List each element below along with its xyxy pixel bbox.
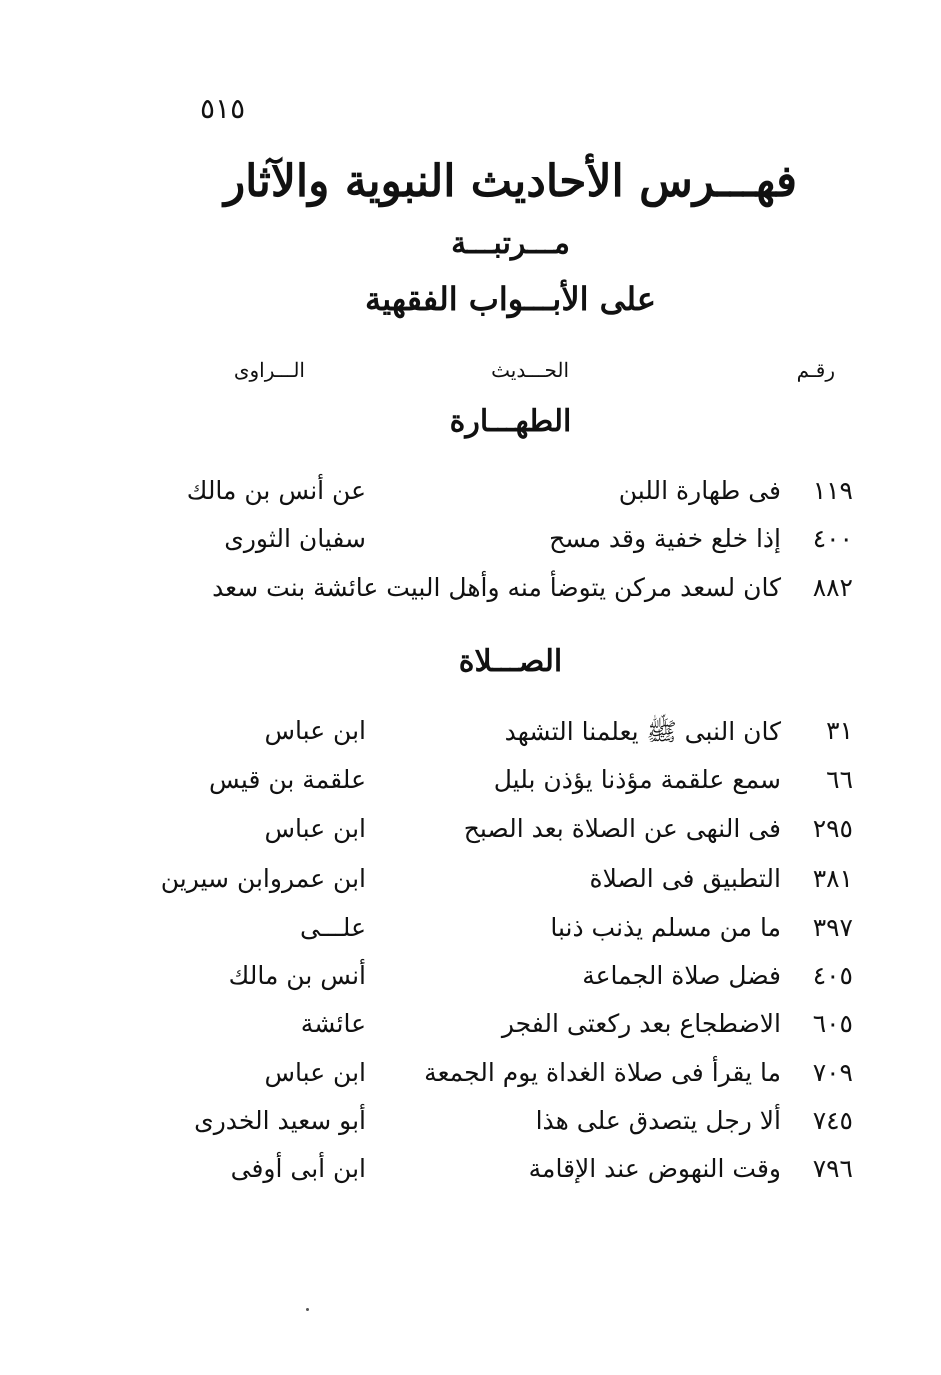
hadith-narrator: سفيان الثورى — [224, 524, 366, 553]
table-row — [0, 864, 941, 908]
hadith-narrator: ابن أبى أوفى — [230, 1154, 366, 1183]
hadith-text: ألا رجل يتصدق على هذا — [535, 1106, 781, 1135]
hadith-text: فى طهارة اللبن — [618, 476, 781, 505]
hadith-number: ٣٩٧ — [812, 913, 853, 942]
table-row — [0, 1009, 941, 1053]
table-row — [0, 913, 941, 957]
table-row — [0, 1106, 941, 1150]
section-title-prayer: الصـــلاة — [458, 644, 563, 679]
table-row — [0, 716, 941, 760]
hadith-number: ٧٤٥ — [812, 1106, 853, 1135]
hadith-number: ٦٠٥ — [812, 1009, 853, 1038]
table-row — [0, 476, 941, 520]
column-header-hadith: الحـــديث — [491, 358, 569, 382]
hadith-text: ما من مسلم يذنب ذنبا — [550, 913, 781, 942]
hadith-narrator: ابن عباس — [264, 716, 366, 745]
hadith-narrator: أبو سعيد الخدرى — [194, 1106, 366, 1135]
hadith-narrator: ابن عمروابن سيرين — [160, 864, 366, 893]
hadith-text: إذا خلع خفية وقد مسح — [549, 524, 781, 553]
table-row — [0, 814, 941, 858]
section-title-purity: الطهـــارة — [449, 404, 572, 439]
hadith-narrator: علقمة بن قيس — [209, 765, 366, 794]
scan-speck — [306, 1308, 309, 1311]
hadith-narrator: ابن عباس — [264, 1058, 366, 1087]
hadith-number: ٦٦ — [826, 765, 853, 794]
hadith-text: ما يقرأ فى صلاة الغداة يوم الجمعة — [424, 1058, 781, 1087]
hadith-narrator: أنس بن مالك — [228, 961, 366, 990]
hadith-number: ٣١ — [826, 716, 853, 745]
table-row — [0, 573, 941, 617]
hadith-number: ٢٩٥ — [812, 814, 853, 843]
hadith-text: فضل صلاة الجماعة — [582, 961, 781, 990]
hadith-text: سمع علقمة مؤذنا يؤذن بليل — [493, 765, 781, 794]
table-row — [0, 765, 941, 809]
hadith-narrator: عائشة — [300, 1009, 366, 1038]
column-header-narrator: الـــراوى — [233, 358, 305, 382]
hadith-number: ٨٨٢ — [812, 573, 853, 602]
hadith-text: التطبيق فى الصلاة — [589, 864, 781, 893]
hadith-number: ٧٠٩ — [812, 1058, 853, 1087]
table-row — [0, 961, 941, 1005]
hadith-number: ٤٠٥ — [812, 961, 853, 990]
hadith-narrator: علـــى — [299, 913, 366, 942]
hadith-text: فى النهى عن الصلاة بعد الصبح — [463, 814, 781, 843]
hadith-number: ١١٩ — [812, 476, 853, 505]
column-header-number: رقـم — [796, 358, 835, 382]
page-number: ٥١٥ — [200, 92, 246, 125]
hadith-narrator: عن أنس بن مالك — [186, 476, 366, 505]
hadith-number: ٣٨١ — [812, 864, 853, 893]
table-row — [0, 1154, 941, 1198]
hadith-text: كان لسعد مركن يتوضأ منه وأهل البيت عائشة بنت سعد — [212, 573, 781, 602]
subtitle-fiqh-chapters: على الأبـــواب الفقهية — [365, 280, 656, 318]
hadith-text: كان النبى ﷺ يعلمنا التشهد — [504, 717, 781, 746]
table-row — [0, 1058, 941, 1102]
hadith-number: ٤٠٠ — [812, 524, 853, 553]
table-row — [0, 524, 941, 568]
hadith-text: وقت النهوض عند الإقامة — [528, 1154, 781, 1183]
subtitle-arranged: مـــرتبـــة — [451, 226, 570, 261]
hadith-narrator: ابن عباس — [264, 814, 366, 843]
hadith-number: ٧٩٦ — [812, 1154, 853, 1183]
hadith-text: الاضطجاع بعد ركعتى الفجر — [501, 1009, 781, 1038]
page-title: فهـــرس الأحاديث النبوية والآثار — [223, 156, 798, 207]
